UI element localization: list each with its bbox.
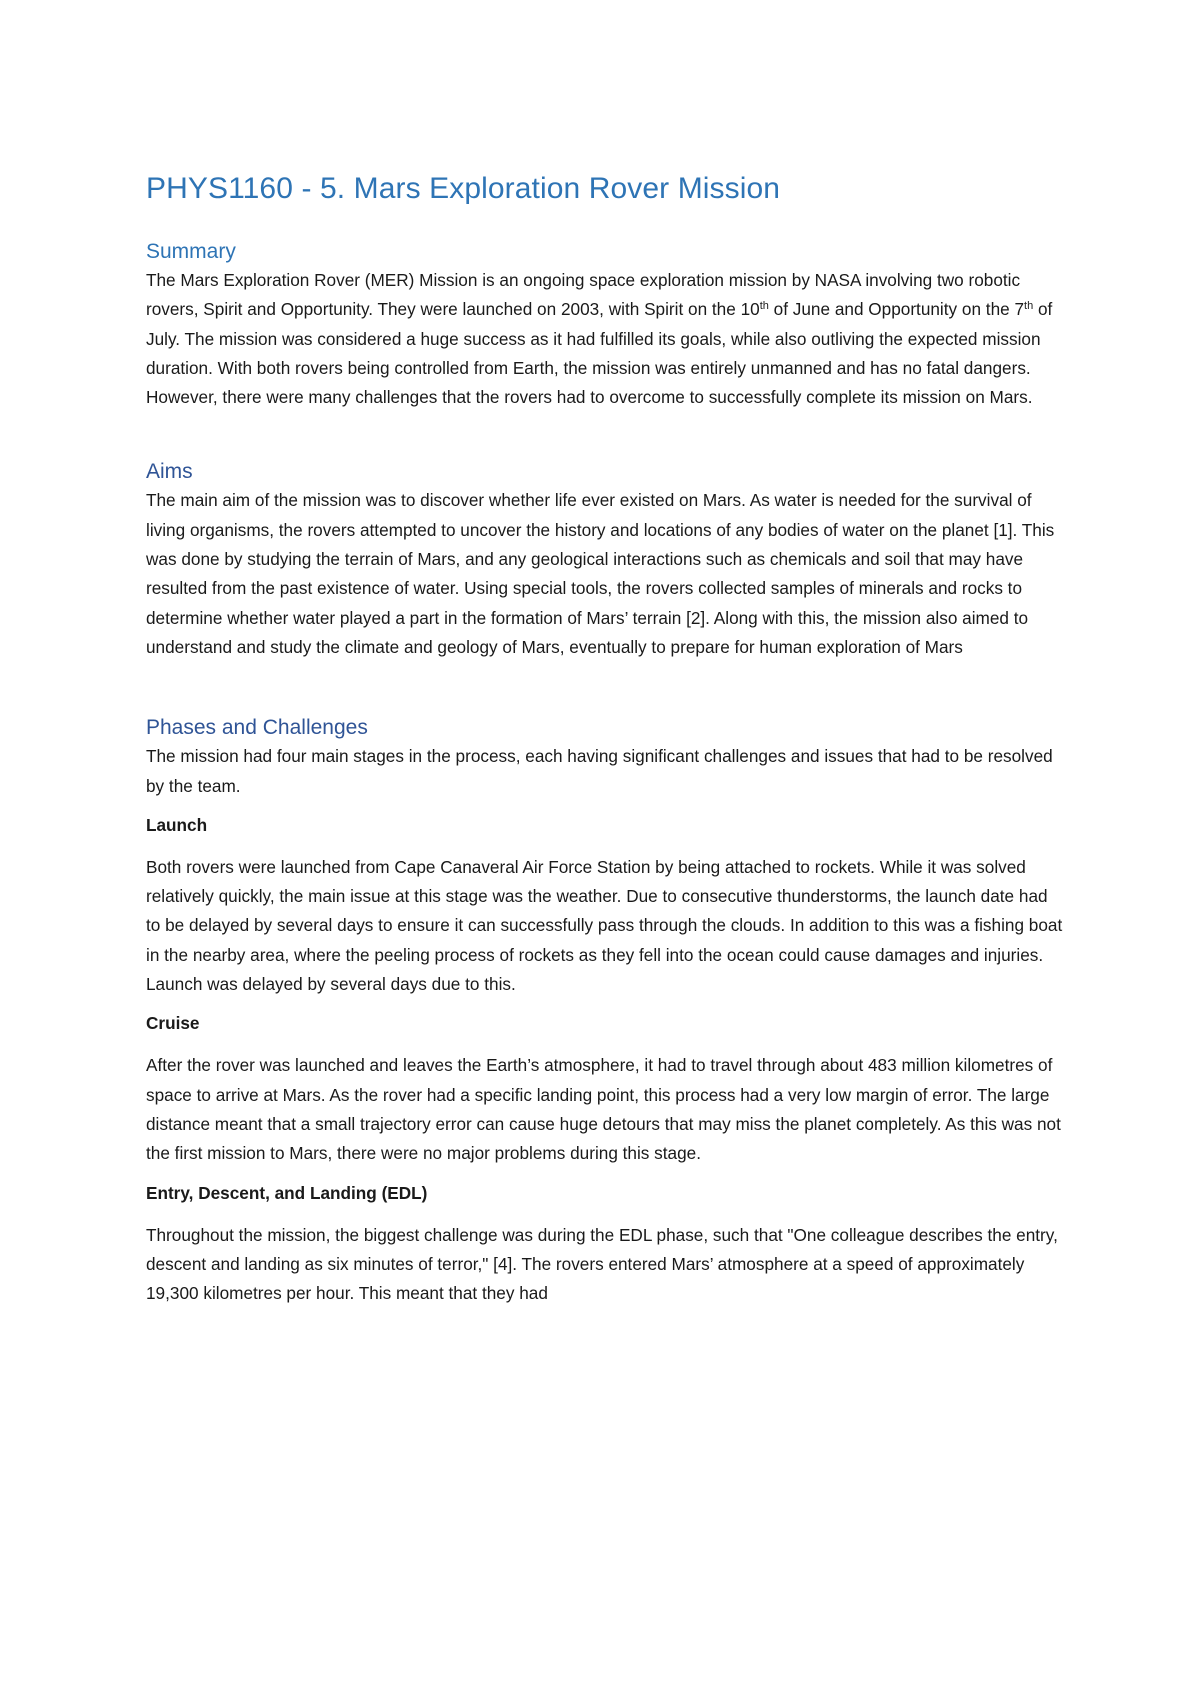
summary-heading: Summary: [146, 240, 236, 263]
summary-text-part-2: of June and Opportunity on the 7: [768, 299, 1025, 320]
edl-paragraph: Throughout the mission, the biggest challenge was during the EDL phase, such that "One colleague describes the entry, descent and landing as six minutes of terror," [4]. The rovers entered Mars’ atmosphere at a speed of approximately 19,300 kilometres per hour. This meant that they had: [146, 1224, 1058, 1304]
aims-heading: Aims: [146, 460, 193, 484]
cruise-paragraph: After the rover was launched and leaves the Earth’s atmosphere, it had to travel through about 483 million kilometres of space to arrive at Mars. As the rover had a specific landing point, this process had a very low margin of error. The large distance meant that a small trajectory error can cause huge detours that may miss the planet completely. As this was not the first mission to Mars, there were no major problems during this stage.: [146, 1055, 1061, 1164]
launch-paragraph: Both rovers were launched from Cape Canaveral Air Force Station by being attached to rockets. While it was solved relatively quickly, the main issue at this stage was the weather. Due to consecutive thunderstorms, the launch date had to be delayed by several days to ensure it can successfully pass through the clouds. In addition to this was a fishing boat in the nearby area, where the peeling process of rockets as they fell into the ocean could cause damages and injuries. Launch was delayed by several days due to this.: [146, 856, 1063, 995]
cruise-heading: Cruise: [146, 1013, 200, 1034]
edl-heading: Entry, Descent, and Landing (EDL): [146, 1182, 428, 1203]
summary-superscript-2: th: [1024, 300, 1034, 313]
page-title: PHYS1160 - 5. Mars Exploration Rover Mission: [146, 172, 781, 205]
launch-heading: Launch: [146, 814, 208, 835]
phases-intro-paragraph: The mission had four main stages in the process, each having significant challenges and issues that had to be resolved by the team.: [146, 746, 1053, 796]
summary-superscript-1: th: [759, 300, 769, 313]
document-page: [146, 170, 1066, 1308]
summary-text-part-1: The Mars Exploration Rover (MER) Mission is an ongoing space exploration mission by NASA involving two robotic rovers, Spirit and Opportunity. They were launched on 2003, with Spirit on the 10: [146, 270, 1021, 320]
section-spacer: [146, 662, 1066, 714]
aims-paragraph: The main aim of the mission was to discover whether life ever existed on Mars. As water is needed for the survival of living organisms, the rovers attempted to uncover the history and locations of any bodies of water on the planet [1]. This was done by studying the terrain of Mars, and any geological interactions such as chemicals and soil that may have resulted from the past existence of water. Using special tools, the rovers collected samples of minerals and rocks to determine whether water played a part in the formation of Mars’ terrain [2]. Along with this, the mission also aimed to understand and study the climate and geology of Mars, eventually to prepare for human exploration of Mars: [146, 490, 1055, 657]
summary-paragraph: [146, 266, 1066, 412]
phases-heading: Phases and Challenges: [146, 716, 368, 740]
section-spacer: [146, 412, 1066, 458]
summary-text-part-3: of July. The mission was considered a huge success as it had fulfilled its goals, while also outliving the expected mission duration. With both rovers being controlled from Earth, the mission was entirely unmanned and has no fatal dangers. However, there were many challenges that the rovers had to overcome to successfully complete its mission on Mars.: [146, 299, 1053, 408]
